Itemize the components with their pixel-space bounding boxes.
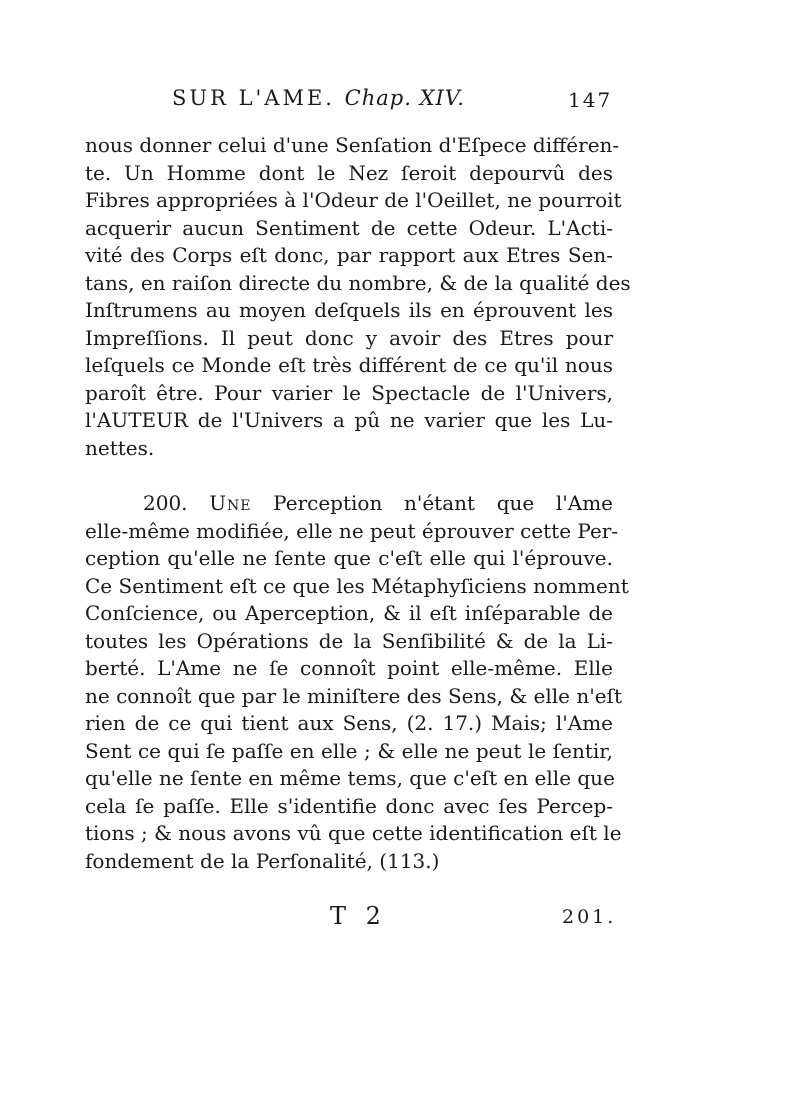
signature-mark: T 2 xyxy=(330,902,387,930)
text-line: te. Un Homme dont le Nez ſeroit depourvû des xyxy=(85,160,613,185)
text-line: vité des Corps eſt donc, par rapport aux Etres Sen- xyxy=(85,243,613,267)
text-line: berté. L'Ame ne ſe connoît point elle-même. Elle xyxy=(85,656,613,680)
text-line: paroît être. Pour varier le Spectacle de l'Univers, xyxy=(85,380,613,405)
text-line: acquerir aucun Sentiment de cette Odeur. L'Acti- xyxy=(85,215,613,240)
paragraph-number: 200. xyxy=(143,491,188,515)
text-line: elle-même modifiée, elle ne peut éprouver cette Per- xyxy=(85,518,619,543)
text-line: Fibres appropriées à l'Odeur de l'Oeillet, ne pourroit xyxy=(85,188,622,212)
page-number: 147 xyxy=(568,88,613,112)
text-line: nous donner celui d'une Senſation d'Eſpece différen- xyxy=(85,133,620,157)
text-line: ception qu'elle ne ſente que c'eſt elle qui l'éprouve. xyxy=(85,546,613,570)
book-title: SUR L'AME. xyxy=(172,86,335,110)
text-line: Sent ce qui ſe paſſe en elle ; & elle ne peut le ſentir, xyxy=(85,738,613,763)
text-line: Impreſſions. Il peut donc y avoir des Etres pour xyxy=(85,325,613,350)
text-line: Ce Sentiment eſt ce que les Métaphyſiciens nomment xyxy=(85,573,629,598)
text-line: ne connoît que par le miniſtere des Sens, & elle n'eſt xyxy=(85,683,622,708)
running-title xyxy=(172,86,465,110)
text-line: fondement de la Perſonalité, (113.) xyxy=(85,848,440,873)
running-header xyxy=(0,80,800,120)
paragraph-199-continuation xyxy=(85,132,631,462)
first-text-line xyxy=(85,490,613,518)
text-line: tions ; & nous avons vû que cette identification eſt le xyxy=(85,821,622,845)
text-line: Inſtrumens au moyen deſquels ils en éprouvent les xyxy=(85,298,613,322)
first-line-text: Perception n'étant que l'Ame xyxy=(273,491,614,515)
text-line: cela ſe paſſe. Elle s'identifie donc avec ſes Percep- xyxy=(85,793,613,818)
catchword: 201. xyxy=(562,906,617,928)
chapter-label: Chap. XIV. xyxy=(344,86,465,110)
page-footer xyxy=(0,902,800,942)
text-line: Conſcience, ou Aperception, & il eſt inſéparable de xyxy=(85,601,613,625)
text-line: qu'elle ne ſente en même tems, que c'eſt en elle que xyxy=(85,766,615,790)
text-line: l'AUTEUR de l'Univers a pû ne varier que les Lu- xyxy=(85,408,613,432)
text-line: toutes les Opérations de la Senſibilité & de la Li- xyxy=(85,628,613,653)
text-line: rien de ce qui tient aux Sens, (2. 17.) Mais; l'Ame xyxy=(85,711,613,735)
text-line: tans, en raiſon directe du nombre, & de la qualité des xyxy=(85,270,631,295)
text-line: nettes. xyxy=(85,435,155,460)
text-line: leſquels ce Monde eſt très différent de ce qu'il nous xyxy=(85,353,613,377)
opening-word: Une xyxy=(209,491,252,515)
paragraph-200 xyxy=(85,490,629,875)
